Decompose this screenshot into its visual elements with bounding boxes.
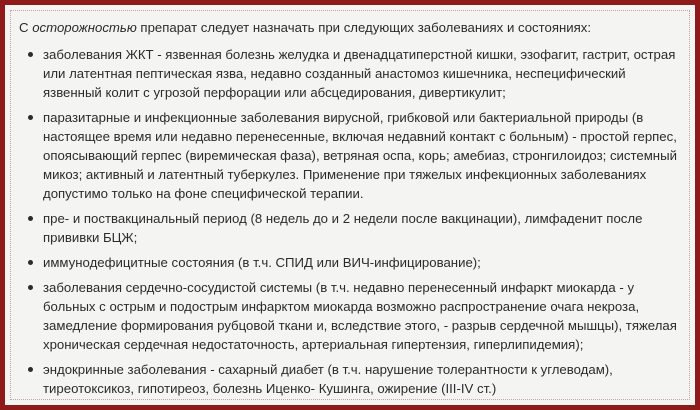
bullet-icon xyxy=(28,216,33,221)
list-item-text: заболевания сердечно-сосудистой системы (в т.ч. недавно перенесенный инфаркт миокарда - у больных с острым и подострым инфарктом миокарда возможно распространение очага некроза, замедление формирования рубцовой ткани и, вследствие этого, - разрыв сердечной мышцы), тяжелая хроническая сердечная недостаточность, артериальная гипертензия, гиперлипидемия); xyxy=(43,280,677,352)
bullet-icon xyxy=(28,367,33,372)
list-item-text: заболевания ЖКТ - язвенная болезнь желудка и двенадцатиперстной кишки, эзофагит, гастрит, острая или латентная пептическая язва, недавно созданный анастомоз кишечника, неспецифический язвенный колит с угрозой перфорации или абсцедирования, дивертикулит; xyxy=(43,47,676,100)
list-item-text: пре- и поствакцинальный период (8 недель до и 2 недели после вакцинации), лимфаденит после прививки БЦЖ; xyxy=(43,211,643,245)
list-item-text: эндокринные заболевания - сахарный диабет (в т.ч. нарушение толерантности к углеводам), тиреотоксикоз, гипотиреоз, болезнь Иценко- Кушинга, ожирение (III-IV ст.) xyxy=(43,362,613,396)
list-item-cardiovascular xyxy=(19,278,681,354)
bullet-icon xyxy=(28,260,33,265)
intro-emphasis: осторожностью xyxy=(32,20,137,35)
bullet-icon xyxy=(28,285,33,290)
list-item-endocrine xyxy=(19,360,681,398)
intro-paragraph xyxy=(19,18,681,37)
intro-rest: препарат следует назначать при следующих заболеваниях и состояниях: xyxy=(136,20,592,35)
bullet-icon xyxy=(28,115,33,120)
list-item-infections xyxy=(19,108,681,203)
list-item-vaccination xyxy=(19,209,681,247)
list-item-gi xyxy=(19,45,681,102)
list-item-text: паразитарные и инфекционные заболевания вирусной, грибковой или бактериальной природы (в настоящее время или недавно перенесенные, включая недавний контакт с больным) - простой герпес, опоясывающий герпес (виремическая фаза), ветряная оспа, корь; амебиаз, стронгилоидоз; системный микоз; активный и латентный туберкулез. Применение при тяжелых инфекционных заболеваниях допустимо только на фоне специфической терапии. xyxy=(43,110,677,201)
document-body xyxy=(10,10,690,400)
bullet-icon xyxy=(28,52,33,57)
precautions-list xyxy=(19,45,681,398)
intro-prefix: С xyxy=(19,20,33,35)
list-item-immunodeficiency xyxy=(19,253,681,272)
list-item-text: иммунодефицитные состояния (в т.ч. СПИД или ВИЧ-инфицирование); xyxy=(43,255,481,270)
